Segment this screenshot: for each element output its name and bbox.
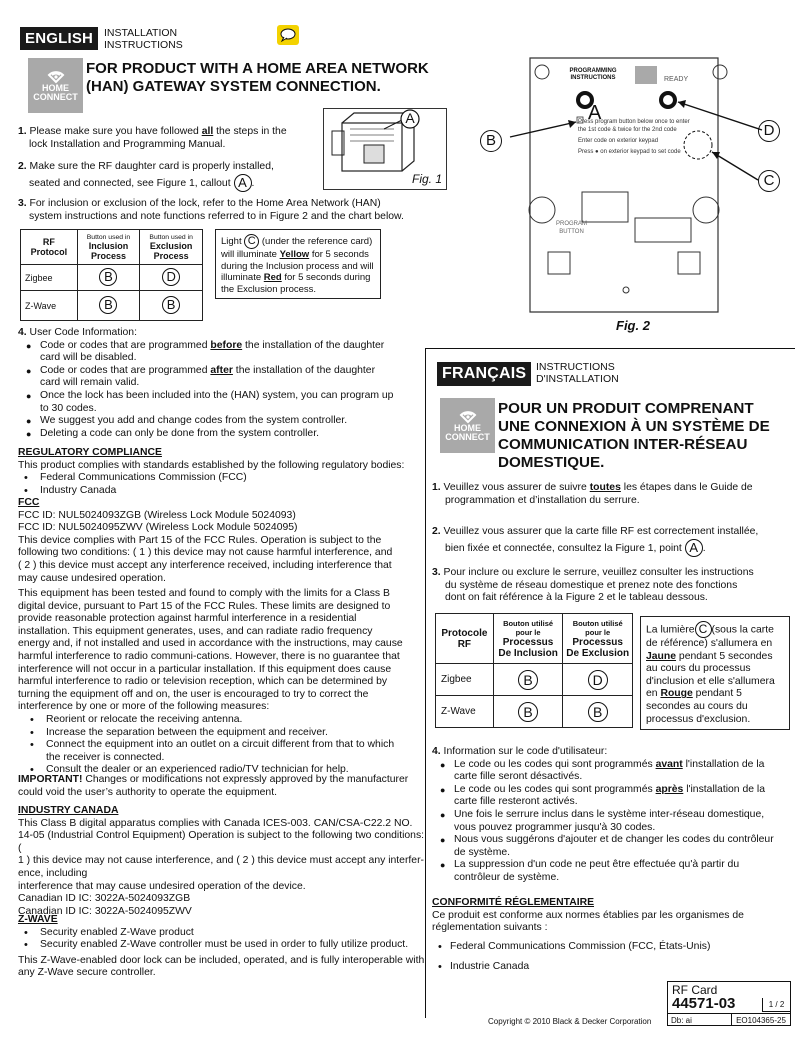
list-item: ● La suppression d'un code ne peut être effectuée qu'à partir du contrôleur de système. bbox=[432, 859, 792, 884]
french-regulatory-section: CONFORMITÉ RÉGLEMENTAIRE Ce produit est conforme aux normes établies par les organismes de réglementation suivants : • Federal Communications Commission (FCC, États-Unis) • Industrie Canada bbox=[432, 897, 792, 974]
list-item: ● Code or codes that are programmed after the installation of the daughter card will remain valid. bbox=[18, 365, 418, 390]
english-industry-canada: INDUSTRY CANADA This Class B digital apparatus complies with Canada ICES-003. CAN/CSA-C22.2 NO. 14-05 (Industrial Control Equipment) Operation is subject to the following two conditions: ( 1 ) this device may not cause interference, and ( 2 ) this device must accept any interfer- ence, including interference that may cause undesired operation of the device. Canadian ID IC: 3022A-5024093ZGB Canadian ID IC: 3022A-5024095ZWV bbox=[18, 805, 425, 917]
french-subtitle: INSTRUCTIONS D'INSTALLATION bbox=[536, 361, 619, 385]
french-title: POUR UN PRODUIT COMPRENANT UNE CONNEXION À UN SYSTÈME DE COMMUNICATION INTER-RÉSEAU DOMESTIQUE. bbox=[498, 400, 770, 471]
english-tag: ENGLISH bbox=[20, 27, 98, 50]
program-button-label: PROGRAM BUTTON bbox=[556, 221, 588, 235]
home-connect-logo: HOME CONNECT bbox=[28, 58, 83, 113]
figure-2 bbox=[480, 52, 795, 342]
english-zwave-section: Z-WAVE • Security enabled Z-Wave product • Security enabled Z-Wave controller must be used in order to fully utilize product. This Z-Wave-enabled door lock can be included, operated, and is fully interoperable with any Z-Wave secure controller. bbox=[18, 914, 428, 980]
programming-instructions-label: PROGRAMMING INSTRUCTIONS bbox=[569, 68, 617, 81]
french-step-4: 4. Information sur le code d'utilisateur: ● Le code ou les codes qui sont programmés avant l'installation de la carte fille seront désactivés. ● Le code ou les codes qui sont programmés après l'installation de la carte fille resteront activés. ● Une fois le serrure inclus dans le système inter-réseau domestique, vous pouvez programmer jusqu'à 30 codes. ● Nous vous suggérons d'ajouter et de changer les codes du contrôleur de système. ● La suppression d'un code ne peut être effectuée qu'à partir du contrôleur de système. bbox=[432, 746, 792, 885]
english-regulatory-section: REGULATORY COMPLIANCE This product complies with standards established by the following regulatory bodies: • Federal Communications Commission (FCC) • Industry Canada bbox=[18, 447, 428, 497]
list-item: ● Code or codes that are programmed before the installation of the daughter card will be disabled. bbox=[18, 340, 418, 365]
callout-a: A bbox=[588, 102, 602, 124]
english-protocol-table: RF Protocol Button used in Inclusion Process Button used in Exclusion Process Zigbee B D Z-Wave B B bbox=[20, 229, 203, 321]
english-light-note: Light C (under the reference card) will illuminate Yellow for 5 seconds during the Inclusion process and will illuminate Red for 5 seconds during the Exclusion process. bbox=[215, 229, 381, 299]
english-step-1: 1. Please make sure you have followed all the steps in the lock Installation and Programming Manual. bbox=[18, 126, 287, 150]
callout-b: B bbox=[480, 130, 502, 152]
figure-1-label: Fig. 1 bbox=[412, 172, 443, 186]
home-connect-logo-fr: HOME CONNECT bbox=[440, 398, 495, 453]
french-step-3: 3. Pour inclure ou exclure le serrure, veuillez consulter les instructions du système de réseau domestique et prenez note des fonctions dont on fait référence à la Figure 2 et le tableau dessous. bbox=[432, 567, 754, 604]
english-title: FOR PRODUCT WITH A HOME AREA NETWORK (HAN) GATEWAY SYSTEM CONNECTION. bbox=[86, 60, 429, 95]
english-important-note: IMPORTANT! Changes or modifications not expressly approved by the manufacturer could void the user’s authority to operate the equipment. bbox=[18, 774, 409, 798]
english-fcc-section: FCC FCC ID: NUL5024093ZGB (Wireless Lock Module 5024093) FCC ID: NUL5024095ZWV (Wireless Lock Module 5024095) This device complies with Part 15 of the FCC Rules. Operation is subject to the following two conditions: ( 1 ) this device may not cause harmful interference, and ( 2 ) this device must accept any interference received, including interference that may cause undesired operation. bbox=[18, 497, 393, 584]
english-subtitle: INSTALLATION INSTRUCTIONS bbox=[104, 27, 183, 51]
list-item: ● Le code ou les codes qui sont programmés avant l'installation de la carte fille seront désactivés. bbox=[432, 759, 792, 784]
list-item: ● Nous vous suggérons d'ajouter et de changer les codes du contrôleur de système. bbox=[432, 834, 792, 859]
english-step-2: 2. Make sure the RF daughter card is properly installed, seated and connected, see Figure 1, callout A . bbox=[18, 161, 274, 190]
french-light-note: La lumière C (sous la carte de référence) s'allumera en Jaune pendant 5 secondes au cours du processus d'inclusion et elle s'allumera en Rouge pendant 5 secondes au cours du processus d'exclusion. bbox=[640, 616, 790, 730]
rf-card-box: RF Card 44571-03 1 / 2 Db: ai EO104365-25 bbox=[667, 981, 791, 1026]
list-item: ● Une fois le serrure inclus dans le système inter-réseau domestique, vous pouvez programmer jusqu'à 30 codes. bbox=[432, 809, 792, 834]
programming-steps: Press program button below once to enter the 1st code & twice for the 2nd code Enter code on exterior keypad Press ● on exterior keypad to set code bbox=[578, 119, 690, 155]
english-fcc-paragraph: This equipment has been tested and found to comply with the limits for a Class B digital device, pursuant to Part 15 of the FCC Rules. These limits are designed to provide reasonable protection against harmful interference in a residential installation. This equipment generates, uses, and can radiate radio frequency energy and, if not installed and used in accordance with the instructions, may cause harmful interference to radio communi-cations. However, there is no guarantee that interference will not occur in a particular installation. If this equipment does cause harmful interference to radio or television reception, which can be determined by turning the equipment off and on, the user is encouraged to try to correct the interference by one or more of the following measures: • Reorient or relocate the receiving antenna. • Increase the separation between the equipment and receiver. • Connect the equipment into an outlet on a circuit different from that to which the receiver is connected. • Consult the dealer or an experienced radio/TV technician for help. bbox=[18, 588, 428, 777]
french-tag: FRANÇAIS bbox=[437, 362, 531, 386]
speech-bubble-icon bbox=[277, 25, 299, 45]
french-step-1: 1. Veuillez vous assurer de suivre toutes les étapes dans le Guide de programmation et d’installation du serrure. bbox=[432, 482, 753, 506]
callout-c: C bbox=[758, 170, 780, 192]
figure-1 bbox=[323, 108, 447, 190]
french-protocol-table: Protocole RF Bouton utilisé pour le Processus De Inclusion Bouton utilisé pour le Processus De Exclusion Zigbee B D Z-Wave B B bbox=[435, 613, 633, 728]
list-item: ● Le code ou les codes qui sont programmés après l'installation de la carte fille resteront activés. bbox=[432, 784, 792, 809]
french-step-2: 2. Veuillez vous assurer que la carte fille RF est correctement installée, bien fixée et connectée, consultez la Figure 1, point A . bbox=[432, 526, 759, 555]
figure-1-callout: A bbox=[405, 110, 415, 126]
list-item: ● We suggest you add and change codes from the system controller. bbox=[18, 415, 418, 428]
copyright: Copyright © 2010 Black & Decker Corporation bbox=[488, 1017, 652, 1026]
figure-2-label: Fig. 2 bbox=[616, 318, 650, 333]
list-item: ● Deleting a code can only be done from the system controller. bbox=[18, 428, 418, 441]
english-step-3: 3. For inclusion or exclusion of the lock, refer to the Home Area Network (HAN) system instructions and note functions referred to in Figure 2 and the chart below. bbox=[18, 198, 404, 222]
ready-label: READY bbox=[664, 76, 689, 83]
english-step-4: 4. User Code Information: ● Code or codes that are programmed before the installation of the daughter card will be disabled. ● Code or codes that are programmed after the installation of the daughter card will remain valid. ● Once the lock has been included into the (HAN) system, you can program up to 30 codes. ● We suggest you add and change codes from the system controller. ● Deleting a code can only be done from the system controller. bbox=[18, 327, 418, 440]
callout-d: D bbox=[758, 120, 780, 142]
list-item: ● Once the lock has been included into the (HAN) system, you can program up to 30 codes. bbox=[18, 390, 418, 415]
